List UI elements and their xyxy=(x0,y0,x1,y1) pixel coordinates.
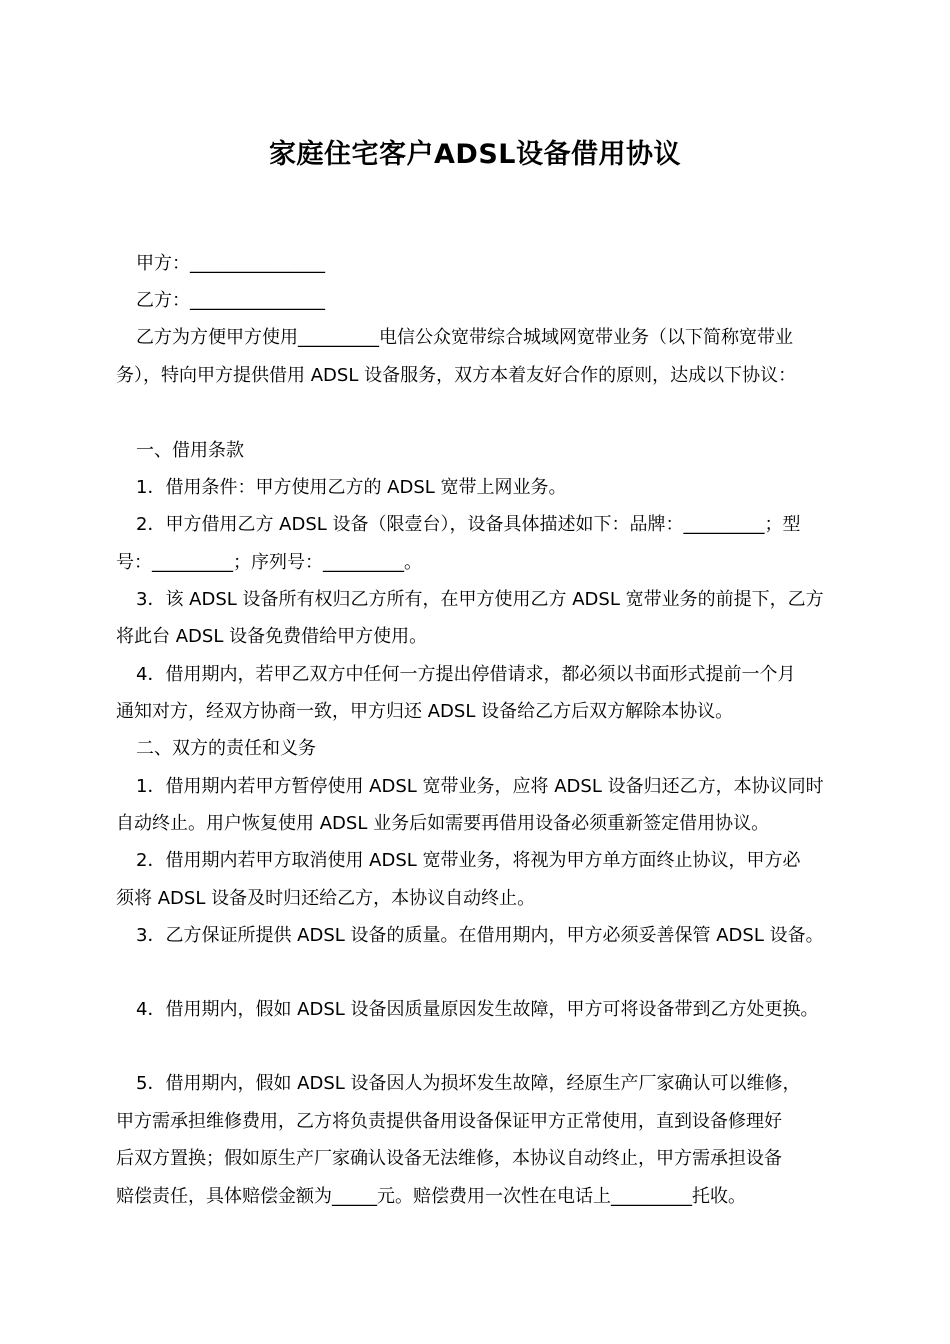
intro-paragraph-line-1: 乙方为方便甲方使用_________电信公众宽带综合城域网宽带业务（以下简称宽带业 xyxy=(136,327,793,348)
clause-2-1-line-2: 自动终止。用户恢复使用 ADSL 业务后如需要再借用设备必须重新签定借用协议。 xyxy=(116,813,770,834)
clause-2-3: 3．乙方保证所提供 ADSL 设备的质量。在借用期内，甲方必须妥善保管 ADSL 设备。 xyxy=(136,925,824,946)
clause-2-5-line-3: 后双方置换；假如原生产厂家确认设备无法维修，本协议自动终止，甲方需承担设备 xyxy=(116,1148,782,1169)
clause-2-2-line-1: 2．借用期内若甲方取消使用 ADSL 宽带业务，将视为甲方单方面终止协议，甲方必 xyxy=(136,850,801,871)
clause-2-5-line-4: 赔偿责任，具体赔偿金额为_____元。赔偿费用一次性在电话上_________托收。 xyxy=(116,1186,746,1207)
clause-1-2-line-2: 号：_________；序列号：_________。 xyxy=(116,552,422,573)
clause-1-4-line-1: 4．借用期内，若甲乙双方中任何一方提出停借请求，都必须以书面形式提前一个月 xyxy=(136,664,796,685)
clause-2-1-line-1: 1．借用期内若甲方暂停使用 ADSL 宽带业务，应将 ADSL 设备归还乙方，本协议同时 xyxy=(136,776,824,797)
section-heading-1: 一、借用条款 xyxy=(136,440,244,461)
intro-paragraph-line-2: 务），特向甲方提供借用 ADSL 设备服务，双方本着友好合作的原则，达成以下协议： xyxy=(116,365,797,386)
clause-2-2-line-2: 须将 ADSL 设备及时归还给乙方，本协议自动终止。 xyxy=(116,888,536,909)
clause-2-5-line-2: 甲方需承担维修费用，乙方将负责提供备用设备保证甲方正常使用，直到设备修理好 xyxy=(116,1111,782,1132)
clause-1-1: 1．借用条件：甲方使用乙方的 ADSL 宽带上网业务。 xyxy=(136,477,567,498)
clause-1-3-line-1: 3．该 ADSL 设备所有权归乙方所有，在甲方使用乙方 ADSL 宽带业务的前提下，乙方 xyxy=(136,589,824,610)
page-title: 家庭住宅客户ADSL设备借用协议 xyxy=(269,139,681,170)
clause-1-4-line-2: 通知对方，经双方协商一致，甲方归还 ADSL 设备给乙方后双方解除本协议。 xyxy=(116,701,734,722)
clause-2-5-line-1: 5．借用期内，假如 ADSL 设备因人为损坏发生故障，经原生产厂家确认可以维修， xyxy=(136,1073,801,1094)
section-heading-2: 二、双方的责任和义务 xyxy=(136,738,316,759)
party-a-line: 甲方：_______________ xyxy=(136,253,325,274)
clause-1-2-line-1: 2．甲方借用乙方 ADSL 设备（限壹台），设备具体描述如下：品牌：_________；型 xyxy=(136,514,801,535)
clause-1-3-line-2: 将此台 ADSL 设备免费借给甲方使用。 xyxy=(116,626,428,647)
party-b-line: 乙方：_______________ xyxy=(136,290,325,311)
clause-2-4: 4．借用期内，假如 ADSL 设备因质量原因发生故障，甲方可将设备带到乙方处更换。 xyxy=(136,999,819,1020)
